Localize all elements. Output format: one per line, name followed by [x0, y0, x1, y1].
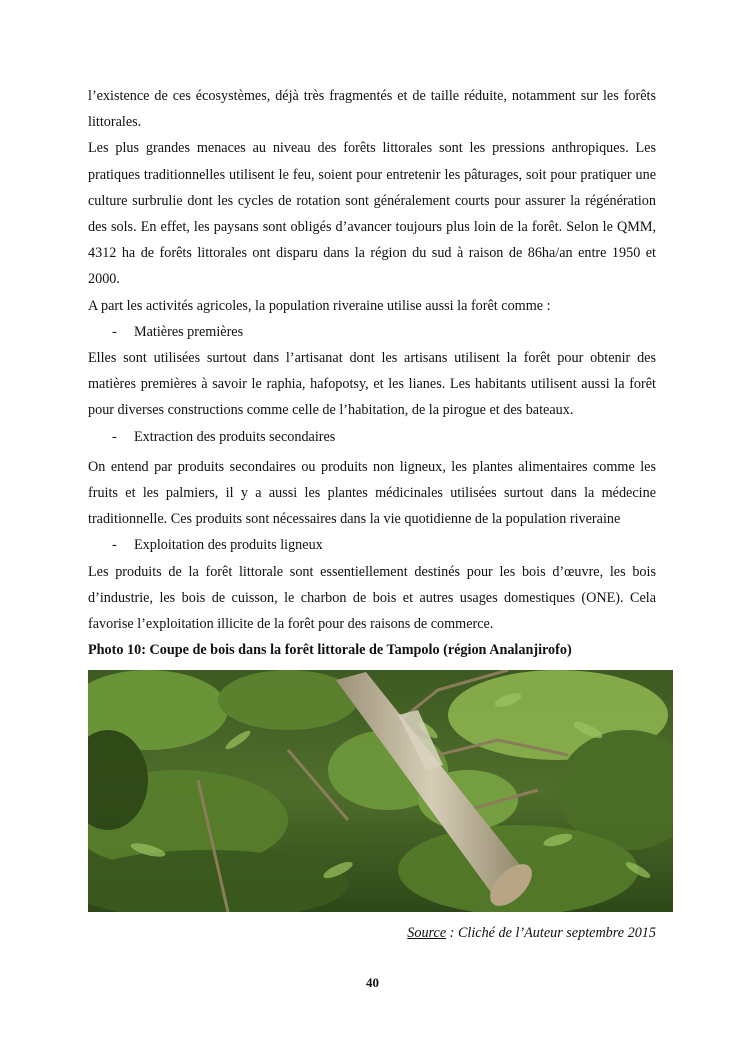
paragraph-2: Les plus grandes menaces au niveau des forêts littorales sont les pressions anthropiques. Les pratiques traditionnelles utilisent le feu, soient pour entretenir les pâturages, soit pour pratiquer une culture surbrulie dont les cycles de rotation sont généralement courts pour assurer la régénération des sols. En effet, les paysans sont obligés d’avancer toujours plus loin de la forêt. Selon le QMM, 4312 ha de forêts littorales ont disparu dans la région du sud à raison de 86ha/an entre 1950 et 2000. — [88, 140, 656, 288]
figure-caption: Photo 10: Coupe de bois dans la forêt littorale de Tampolo (région Analanjirofo) — [88, 642, 572, 659]
bullet-text: Extraction des produits secondaires — [134, 428, 336, 445]
bullet-dash: - — [112, 537, 117, 554]
paragraph-3: A part les activités agricoles, la population riveraine utilise aussi la forêt comme : — [88, 297, 551, 314]
source-label: Source — [407, 925, 447, 942]
photo-source — [88, 920, 656, 946]
document-body — [88, 83, 656, 947]
forest-photo — [88, 670, 673, 912]
bullet-item-2 — [88, 424, 656, 450]
page-number: 40 — [366, 975, 379, 990]
bullet-item-1 — [88, 319, 656, 345]
felled-tree-illustration — [88, 670, 673, 912]
paragraph-1: l’existence de ces écosystèmes, déjà très fragmentés et de taille réduite, notamment sur les forêts littorales. — [88, 88, 656, 131]
paragraph-6: Les produits de la forêt littorale sont essentiellement destinés pour les bois d’œuvre, les bois d’industrie, les bois de cuisson, le charbon de bois et autres usages domestiques (ONE). Cela favorise l’exploitation illicite de la forêt pour des raisons de commerce. — [88, 563, 656, 633]
source-text: : Cliché de l’Auteur septembre 2015 — [446, 925, 656, 942]
paragraph-4: Elles sont utilisées surtout dans l’artisanat dont les artisans utilisent la forêt pour obtenir des matières premières à savoir le raphia, hafopotsy, et les lianes. Les habitants utilisent aussi la forêt pour diverses constructions comme celle de l’habitation, de la pirogue et des bateaux. — [88, 350, 656, 419]
bullet-item-3 — [88, 532, 656, 558]
bullet-dash: - — [112, 428, 117, 445]
paragraph-5: On entend par produits secondaires ou produits non ligneux, les plantes alimentaires comme les fruits et les palmiers, il y a aussi les plantes médicinales utilisées surtout dans la médecine traditionnelle. Ces produits sont nécessaires dans la vie quotidienne de la population riveraine — [88, 458, 656, 528]
bullet-text: Matières premières — [134, 323, 244, 340]
bullet-text: Exploitation des produits ligneux — [134, 537, 323, 554]
bullet-dash: - — [112, 323, 117, 340]
